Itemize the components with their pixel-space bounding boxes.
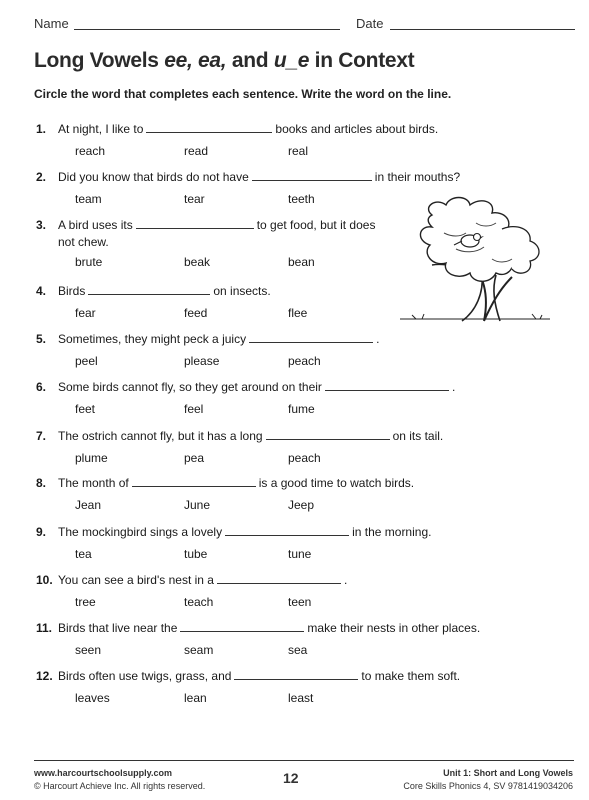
choice-3[interactable]: bean <box>288 255 315 269</box>
question-number: 9. <box>36 525 47 539</box>
choice-3[interactable]: tune <box>288 547 312 561</box>
answer-blank[interactable] <box>146 121 272 133</box>
sentence-start: Birds often use twigs, grass, and <box>58 669 232 683</box>
choice-3[interactable]: peach <box>288 354 321 368</box>
choice-1[interactable]: feet <box>75 402 96 416</box>
choice-1[interactable]: peel <box>75 354 98 368</box>
choice-3[interactable]: flee <box>288 306 308 320</box>
question-12 <box>36 668 486 707</box>
sentence-end: . <box>376 332 380 346</box>
sentence-start: Birds that live near the <box>58 621 178 635</box>
sentence-start: Some birds cannot fly, so they get around on their <box>58 380 322 394</box>
sentence-end: . <box>451 380 456 394</box>
choice-2[interactable]: June <box>184 498 211 512</box>
sentence-start: Sometimes, they might peck a juicy <box>58 332 247 346</box>
answer-blank[interactable] <box>180 620 304 632</box>
sentence-end: make their nests in other places. <box>307 621 481 635</box>
answer-blank[interactable] <box>325 379 449 391</box>
sentence-end: is a good time to watch birds. <box>258 476 415 490</box>
choice-3[interactable]: peach <box>288 451 321 465</box>
answer-blank[interactable] <box>88 283 210 295</box>
sentence-end: to make them soft. <box>361 669 461 683</box>
question-number: 1. <box>36 122 47 136</box>
choice-1[interactable]: plume <box>75 451 108 465</box>
choice-1[interactable]: fear <box>75 306 96 320</box>
date-line[interactable] <box>390 29 575 30</box>
answer-blank[interactable] <box>136 217 254 229</box>
footer-divider <box>34 760 574 761</box>
question-8 <box>36 475 486 514</box>
sentence-start: At night, I like to <box>58 122 144 136</box>
question-number: 11. <box>36 621 53 635</box>
sentence-start: Did you know that birds do not have <box>58 170 249 184</box>
answer-blank[interactable] <box>225 524 349 536</box>
sentence-end: in their mouths? <box>374 170 461 184</box>
answer-blank[interactable] <box>266 428 390 440</box>
question-3 <box>36 217 486 271</box>
choice-2[interactable]: pea <box>184 451 205 465</box>
sentence-start: The mockingbird sings a lovely <box>58 525 223 539</box>
question-number: 3. <box>36 218 47 232</box>
answer-blank[interactable] <box>234 668 358 680</box>
sentence-start: You can see a bird's nest in a <box>58 573 214 587</box>
question-5 <box>36 331 486 370</box>
sentence-start: Birds <box>58 284 86 298</box>
footer-website: www.harcourtschoolsupply.com <box>34 768 173 778</box>
question-number: 10. <box>36 573 53 587</box>
question-7 <box>36 428 486 467</box>
page-title: Long Vowels ee, ea, and u_e in Context <box>34 49 415 72</box>
choice-3[interactable]: least <box>288 691 314 705</box>
sentence-end: in the morning. <box>352 525 432 539</box>
footer-book-info: Core Skills Phonics 4, SV 9781419034206 <box>403 781 573 791</box>
sentence-end: on insects. <box>213 284 271 298</box>
choice-2[interactable]: lean <box>184 691 207 705</box>
choice-2[interactable]: feed <box>184 306 208 320</box>
question-4 <box>36 283 486 322</box>
choice-1[interactable]: seen <box>75 643 102 657</box>
sentence-start: A bird uses its <box>58 218 133 232</box>
question-9 <box>36 524 486 563</box>
question-number: 6. <box>36 380 47 394</box>
question-number: 4. <box>36 284 47 298</box>
question-number: 2. <box>36 170 47 184</box>
choice-2[interactable]: tear <box>184 192 205 206</box>
choice-1[interactable]: team <box>75 192 102 206</box>
choice-2[interactable]: feel <box>184 402 204 416</box>
question-1 <box>36 121 486 160</box>
choice-3[interactable]: Jeep <box>288 498 315 512</box>
answer-blank[interactable] <box>217 572 341 584</box>
sentence-continuation: not chew. <box>58 235 109 249</box>
choice-2[interactable]: please <box>184 354 220 368</box>
question-number: 5. <box>36 332 47 346</box>
choice-2[interactable]: read <box>184 144 209 158</box>
question-11 <box>36 620 486 659</box>
answer-blank[interactable] <box>252 169 372 181</box>
footer-unit: Unit 1: Short and Long Vowels <box>443 768 573 778</box>
footer-copyright: © Harcourt Achieve Inc. All rights reserved. <box>34 781 206 791</box>
choice-1[interactable]: Jean <box>75 498 102 512</box>
choice-2[interactable]: beak <box>184 255 211 269</box>
question-number: 8. <box>36 476 47 490</box>
answer-blank[interactable] <box>132 475 256 487</box>
date-label: Date <box>356 16 384 31</box>
choice-3[interactable]: sea <box>288 643 308 657</box>
instructions: Circle the word that completes each sentence. Write the word on the line. <box>34 87 452 101</box>
name-label: Name <box>34 16 69 31</box>
choice-1[interactable]: tree <box>75 595 96 609</box>
choice-2[interactable]: teach <box>184 595 214 609</box>
answer-blank[interactable] <box>249 331 373 343</box>
choice-1[interactable]: leaves <box>75 691 110 705</box>
name-line[interactable] <box>74 29 340 30</box>
question-10 <box>36 572 486 611</box>
question-2 <box>36 169 486 208</box>
choice-3[interactable]: teeth <box>288 192 315 206</box>
choice-2[interactable]: tube <box>184 547 208 561</box>
choice-1[interactable]: tea <box>75 547 92 561</box>
question-number: 12. <box>36 669 53 683</box>
sentence-start: The ostrich cannot fly, but it has a long <box>58 429 263 443</box>
choice-3[interactable]: real <box>288 144 309 158</box>
page-number: 12 <box>283 770 299 786</box>
sentence-end: on its tail. <box>392 429 444 443</box>
choice-3[interactable]: fume <box>288 402 315 416</box>
sentence-end: to get food, but it does <box>256 218 376 232</box>
choice-3[interactable]: teen <box>288 595 312 609</box>
choice-1[interactable]: reach <box>75 144 106 158</box>
choice-2[interactable]: seam <box>184 643 214 657</box>
choice-1[interactable]: brute <box>75 255 103 269</box>
question-6 <box>36 379 486 418</box>
question-number: 7. <box>36 429 47 443</box>
sentence-start: The month of <box>58 476 129 490</box>
sentence-end: books and articles about birds. <box>275 122 439 136</box>
sentence-end: . <box>343 573 348 587</box>
